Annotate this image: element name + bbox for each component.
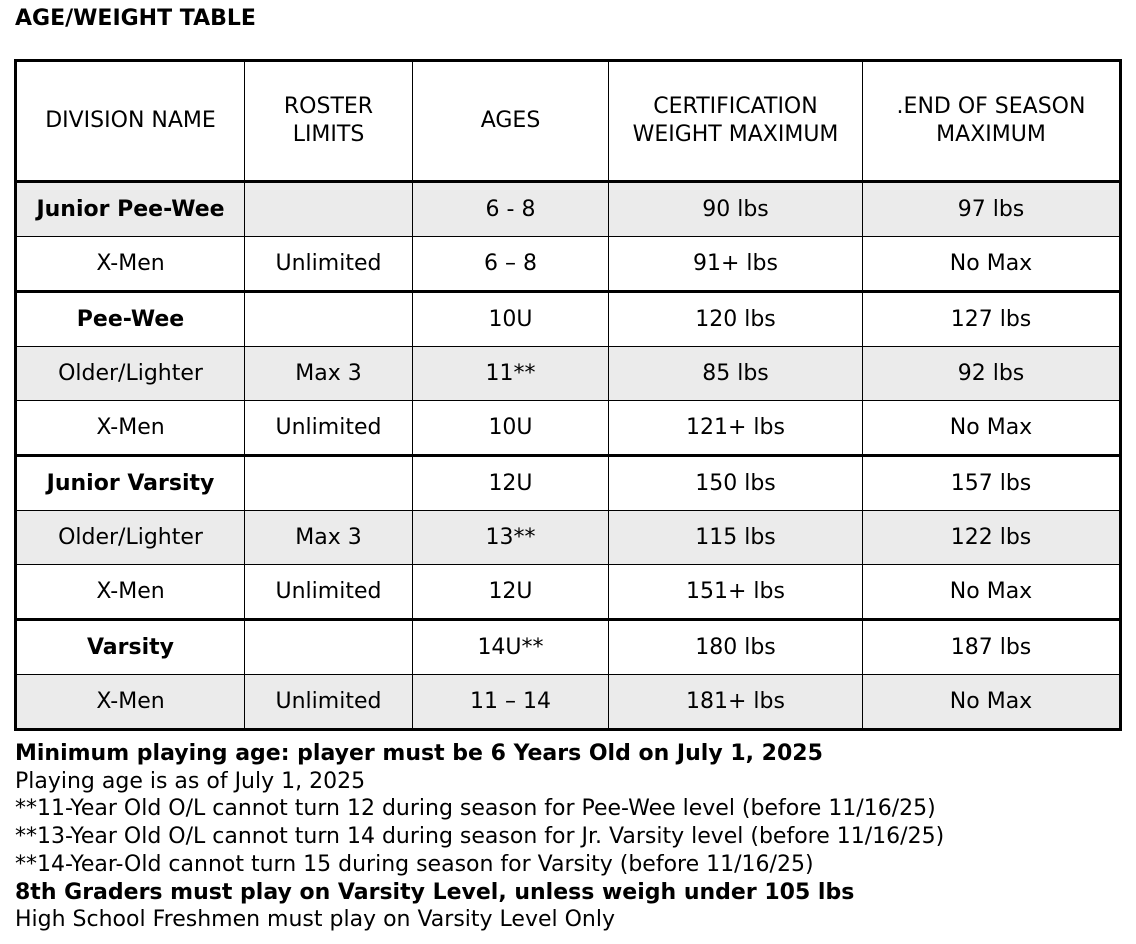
- ages-cell: 12U: [413, 565, 609, 620]
- table-row: [16, 237, 1121, 292]
- ages-cell: 11 – 14: [413, 675, 609, 730]
- note-jv-ol: **13-Year Old O/L cannot turn 14 during season for Jr. Varsity level (before 11/16/25): [15, 824, 945, 850]
- ages-cell: 11**: [413, 347, 609, 401]
- ages-cell: 10U: [413, 401, 609, 456]
- ages-cell: 12U: [413, 456, 609, 511]
- page-title: AGE/WEIGHT TABLE: [15, 6, 256, 31]
- header-division: DIVISION NAME: [16, 61, 245, 182]
- roster-cell: Unlimited: [245, 565, 413, 620]
- note-freshmen: High School Freshmen must play on Varsity Level Only: [15, 907, 616, 933]
- roster-cell: Max 3: [245, 347, 413, 401]
- header-ages: AGES: [413, 61, 609, 182]
- ages-cell: 13**: [413, 511, 609, 565]
- division-cell: X-Men: [16, 401, 245, 456]
- header-roster: ROSTER LIMITS: [245, 61, 413, 182]
- roster-cell: Unlimited: [245, 401, 413, 456]
- cert-cell: 90 lbs: [609, 182, 863, 237]
- notes-block: [15, 740, 944, 934]
- table-row: [16, 511, 1121, 565]
- cert-cell: 180 lbs: [609, 620, 863, 675]
- division-cell: X-Men: [16, 565, 245, 620]
- table-row: [16, 456, 1121, 511]
- roster-cell: [245, 292, 413, 347]
- cert-cell: 181+ lbs: [609, 675, 863, 730]
- note-varsity: **14-Year-Old cannot turn 15 during season for Varsity (before 11/16/25): [15, 851, 814, 877]
- eos-cell: No Max: [863, 565, 1121, 620]
- cert-cell: 150 lbs: [609, 456, 863, 511]
- eos-cell: No Max: [863, 401, 1121, 456]
- division-cell: X-Men: [16, 237, 245, 292]
- ages-cell: 14U**: [413, 620, 609, 675]
- table-row: [16, 182, 1121, 237]
- note-playing-age: Playing age is as of July 1, 2025: [15, 768, 366, 794]
- eos-cell: 187 lbs: [863, 620, 1121, 675]
- cert-cell: 151+ lbs: [609, 565, 863, 620]
- division-cell: Older/Lighter: [16, 347, 245, 401]
- eos-cell: No Max: [863, 237, 1121, 292]
- eos-cell: 122 lbs: [863, 511, 1121, 565]
- roster-cell: [245, 456, 413, 511]
- table-row: [16, 347, 1121, 401]
- cert-cell: 85 lbs: [609, 347, 863, 401]
- eos-cell: 127 lbs: [863, 292, 1121, 347]
- eos-cell: No Max: [863, 675, 1121, 730]
- cert-cell: 121+ lbs: [609, 401, 863, 456]
- division-cell: Junior Pee-Wee: [16, 182, 245, 237]
- division-cell: Junior Varsity: [16, 456, 245, 511]
- table-row: [16, 620, 1121, 675]
- roster-cell: Max 3: [245, 511, 413, 565]
- eos-cell: 92 lbs: [863, 347, 1121, 401]
- division-cell: Pee-Wee: [16, 292, 245, 347]
- ages-cell: 10U: [413, 292, 609, 347]
- division-cell: Varsity: [16, 620, 245, 675]
- note-peewee-ol: **11-Year Old O/L cannot turn 12 during season for Pee-Wee level (before 11/16/25): [15, 796, 936, 822]
- table-row: [16, 292, 1121, 347]
- header-row: [16, 61, 1121, 182]
- division-cell: Older/Lighter: [16, 511, 245, 565]
- note-min-age: Minimum playing age: player must be 6 Years Old on July 1, 2025: [15, 741, 823, 766]
- age-weight-table: [14, 59, 1122, 731]
- note-8th-graders: 8th Graders must play on Varsity Level, unless weigh under 105 lbs: [15, 879, 855, 905]
- table-row: [16, 565, 1121, 620]
- roster-cell: [245, 620, 413, 675]
- header-eos: .END OF SEASON MAXIMUM: [863, 61, 1121, 182]
- eos-cell: 157 lbs: [863, 456, 1121, 511]
- table-row: [16, 401, 1121, 456]
- ages-cell: 6 - 8: [413, 182, 609, 237]
- table-row: [16, 675, 1121, 730]
- header-cert: CERTIFICATION WEIGHT MAXIMUM: [609, 61, 863, 182]
- roster-cell: Unlimited: [245, 675, 413, 730]
- roster-cell: Unlimited: [245, 237, 413, 292]
- division-cell: X-Men: [16, 675, 245, 730]
- cert-cell: 115 lbs: [609, 511, 863, 565]
- ages-cell: 6 – 8: [413, 237, 609, 292]
- eos-cell: 97 lbs: [863, 182, 1121, 237]
- cert-cell: 120 lbs: [609, 292, 863, 347]
- roster-cell: [245, 182, 413, 237]
- cert-cell: 91+ lbs: [609, 237, 863, 292]
